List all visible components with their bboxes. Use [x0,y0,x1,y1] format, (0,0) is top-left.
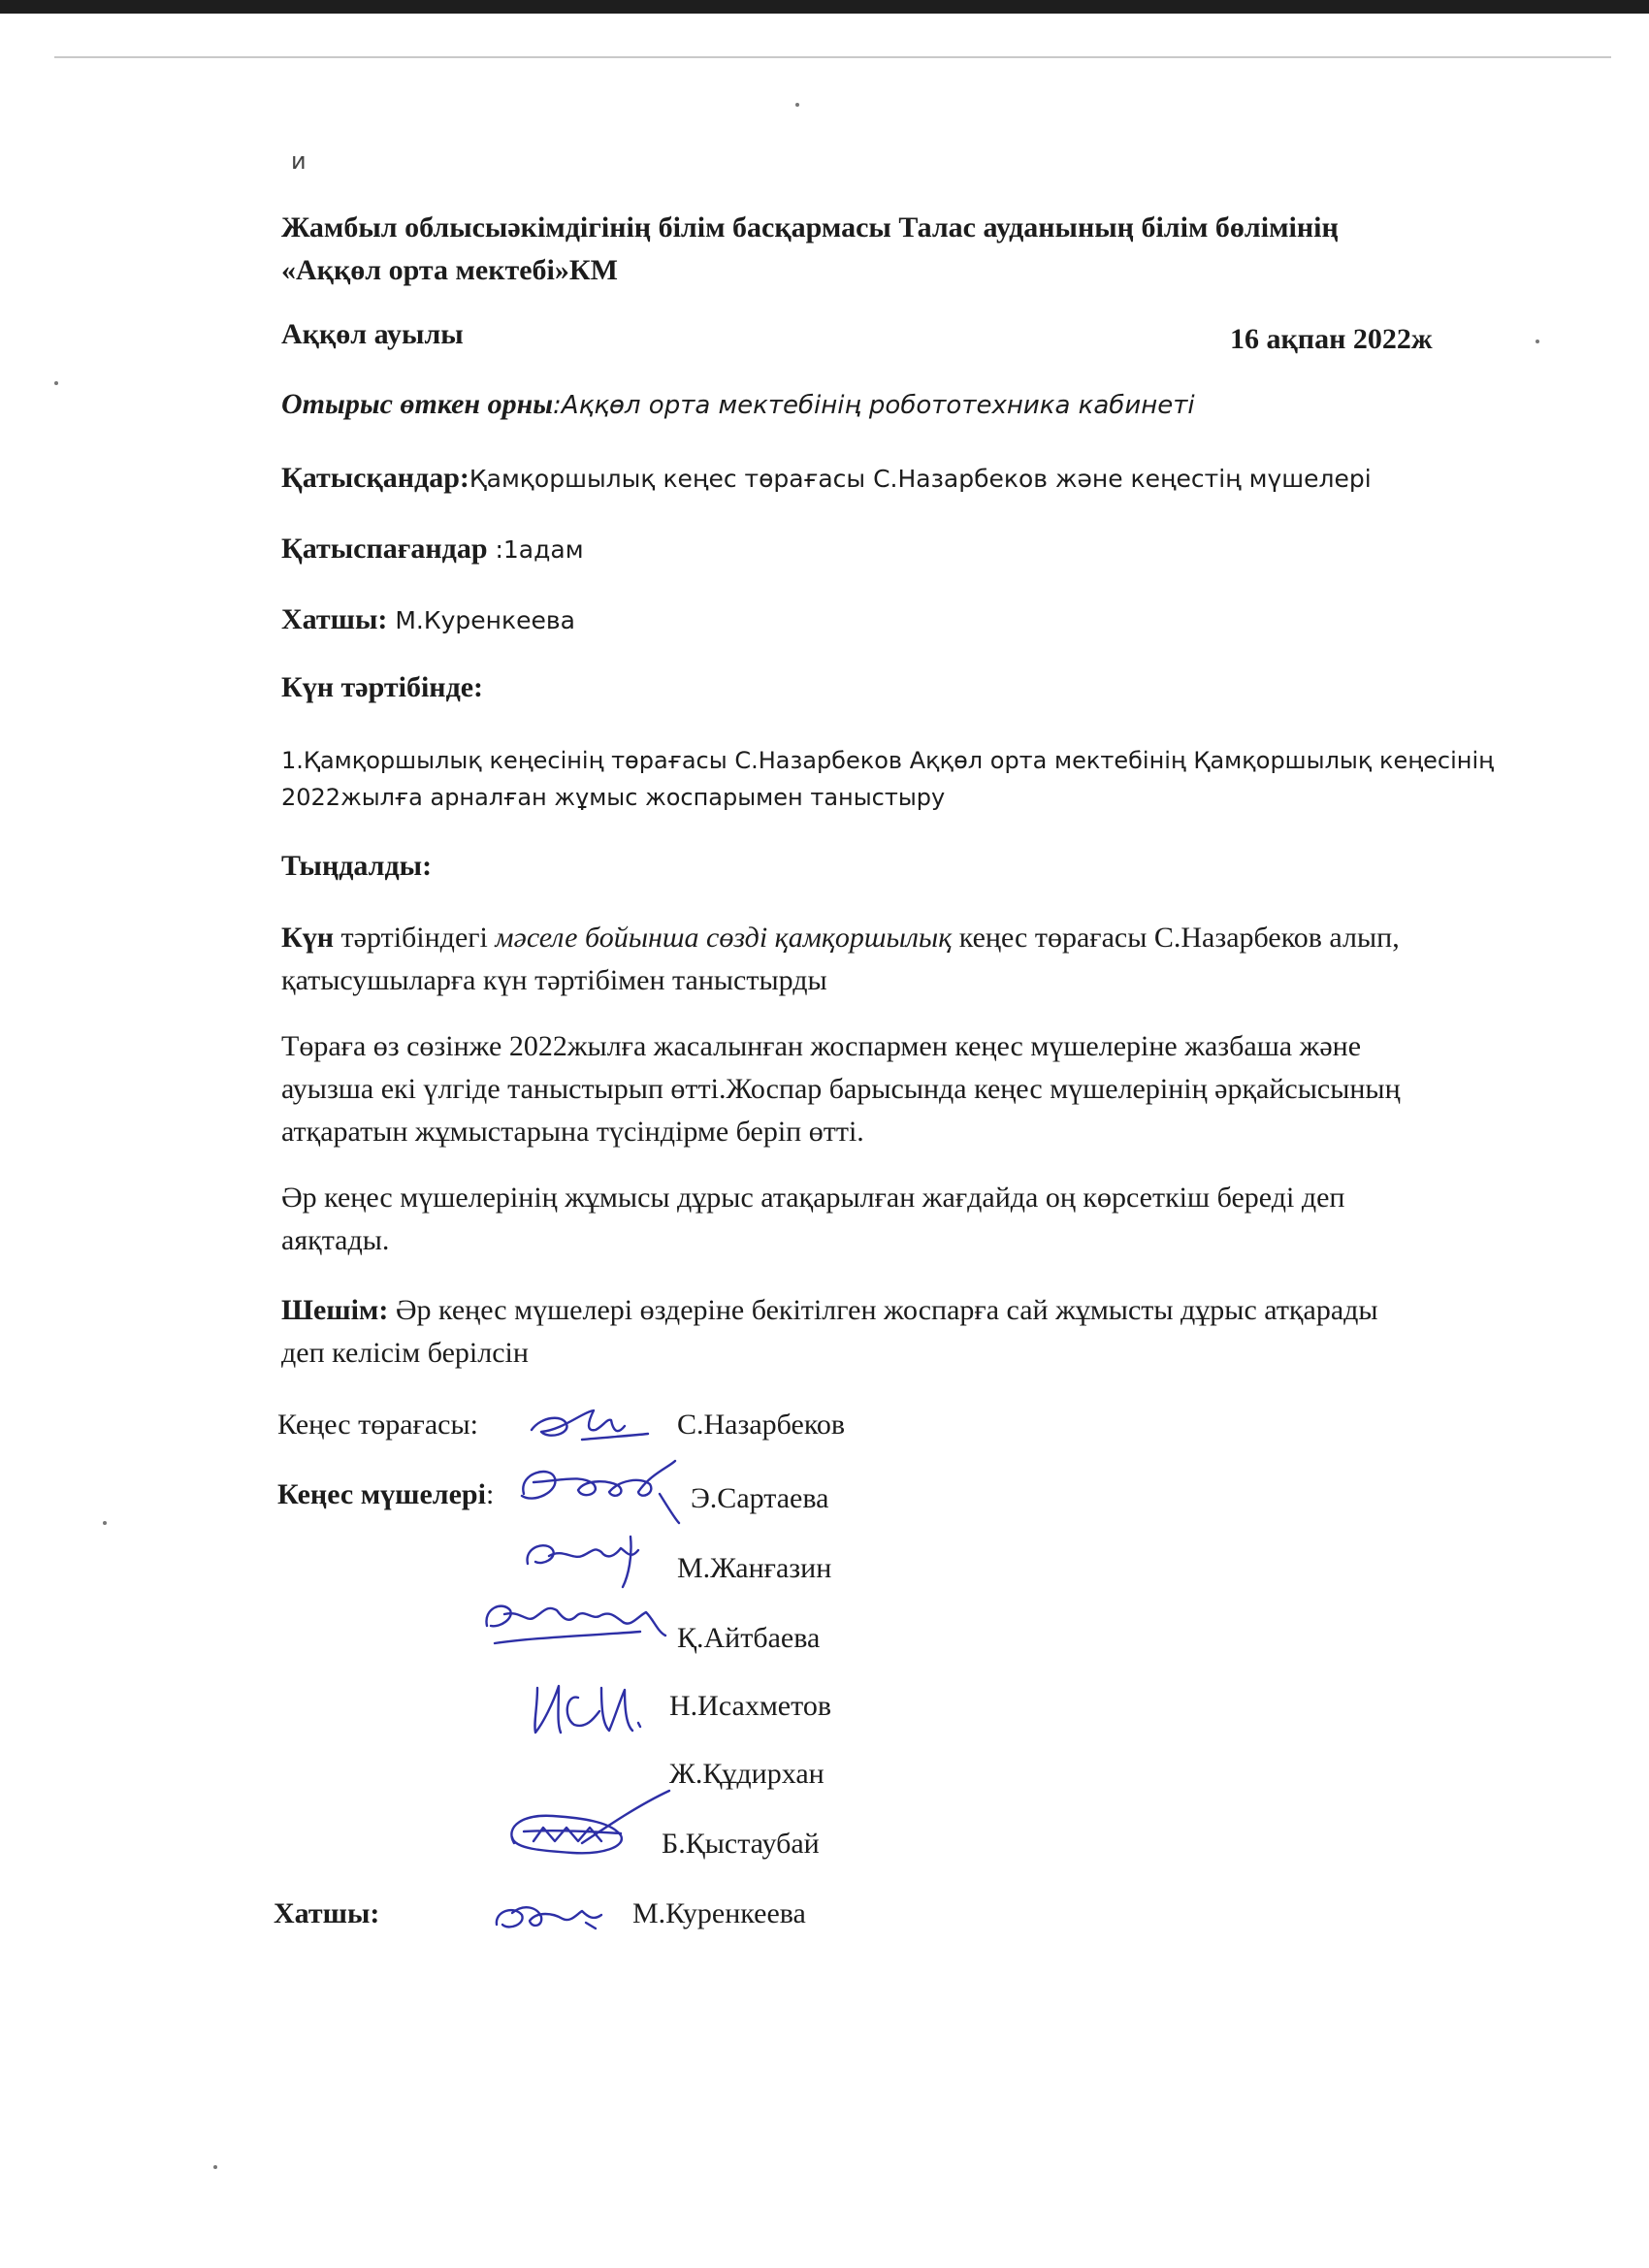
top-rule [54,56,1611,58]
member-signature-6 [485,1785,679,1872]
venue-value: :Аққөл орта мектебінің робототехника кабинеті [553,391,1195,420]
scan-speck [103,1521,107,1525]
attendees-value: Қамқоршылық кеңес төрағасы С.Назарбеков және кеңестің мүшелері [469,465,1372,493]
scan-speck [213,2165,217,2169]
listened-p1-italic: мәселе бойынша сөзді қамқоршылық [495,922,953,954]
member-signature-4 [524,1669,650,1746]
member-signature-2 [514,1527,660,1595]
member-name: Б.Қыстаубай [662,1828,820,1860]
listened-p1-bold-start: Күн [281,922,335,954]
member-name: Ж.Құдирхан [669,1758,824,1790]
member-name: Н.Исахметов [669,1690,832,1722]
absent-label: Қатыспағандар [281,533,488,565]
decision-text: Әр кеңес мүшелері өздеріне бекітілген жоспарға сай жұмысты дұрыс атқарады [388,1294,1378,1326]
venue-label: Отырыс өткен орны [281,388,554,420]
scan-edge-bar [0,0,1649,14]
attendees-label: Қатысқандар: [281,462,469,494]
listened-paragraph-3-line-2: аяқтады. [281,1224,390,1256]
secretary-line [281,603,575,636]
absent-value: :1адам [487,535,584,564]
listened-p1-text-a: тәртібіндегі [334,922,496,954]
chair-name: С.Назарбеков [677,1409,846,1441]
meeting-date: 16 ақпан 2022ж [1230,323,1433,355]
absent-line [281,533,584,566]
chair-label: Кеңес төрағасы: [277,1409,478,1441]
attendees-line [281,462,1372,495]
corner-mark: и [291,147,307,175]
member-name: Э.Сартаева [691,1482,829,1514]
listened-p1-text-b: кеңес төрағасы С.Назарбеков алып, [952,922,1400,954]
members-label-text: Кеңес мүшелері [277,1478,486,1510]
scan-speck [1536,340,1539,343]
member-signature-1 [504,1455,698,1533]
agenda-heading: Күн тәртібінде: [281,671,484,703]
listened-paragraph-3-line-1: Әр кеңес мүшелерінің жұмысы дұрыс атақарылған жағдайда оң көрсеткіш береді деп [281,1182,1345,1214]
secretary-sign-name: М.Куренкеева [632,1897,806,1929]
member-signature-3 [475,1587,679,1665]
listened-paragraph-1-line-2: қатысушыларға күн тәртібімен таныстырды [281,964,827,996]
chair-signature [524,1397,660,1455]
village-name: Аққөл ауылы [281,318,464,350]
scan-speck [54,381,58,385]
listened-paragraph-1-line-1 [281,922,1400,955]
secretary-signature [485,1886,621,1944]
members-label [277,1478,494,1511]
listened-heading: Тыңдалды: [281,850,433,882]
listened-paragraph-2-line-1: Төраға өз сөзінже 2022жылға жасалынған жоспармен кеңес мүшелеріне жазбаша және [281,1030,1362,1062]
decision-line-2: деп келісім берілсін [281,1337,529,1369]
secretary-sign-label: Хатшы: [274,1897,380,1929]
organization-line-1: Жамбыл облысыәкімдігінің білім басқармасы Талас ауданының білім бөлімінің [281,211,1339,243]
listened-paragraph-2-line-2: ауызша екі үлгіде таныстырып өтті.Жоспар барысында кеңес мүшелерінің әрқайсысының [281,1073,1401,1105]
listened-paragraph-2-line-3: атқаратын жұмыстарына түсіндірме беріп өтті. [281,1116,864,1148]
decision-label: Шешім: [281,1294,389,1326]
secretary-label: Хатшы: [281,603,388,635]
venue-line [281,388,1195,421]
organization-line-2: «Аққөл орта мектебі»КМ [281,254,618,286]
agenda-item-line-1: 1.Қамқоршылық кеңесінің төрағасы С.Назарбеков Аққөл орта мектебінің Қамқоршылық кеңесінің [281,747,1494,774]
scan-speck [795,103,799,107]
decision-line-1 [281,1294,1378,1327]
agenda-item-line-2: 2022жылға арналған жұмыс жоспарымен таныстыру [281,784,946,811]
member-name: М.Жанғазин [677,1552,832,1584]
member-name: Қ.Айтбаева [677,1622,821,1654]
secretary-value: М.Куренкеева [387,606,575,634]
members-label-colon: : [485,1478,495,1510]
